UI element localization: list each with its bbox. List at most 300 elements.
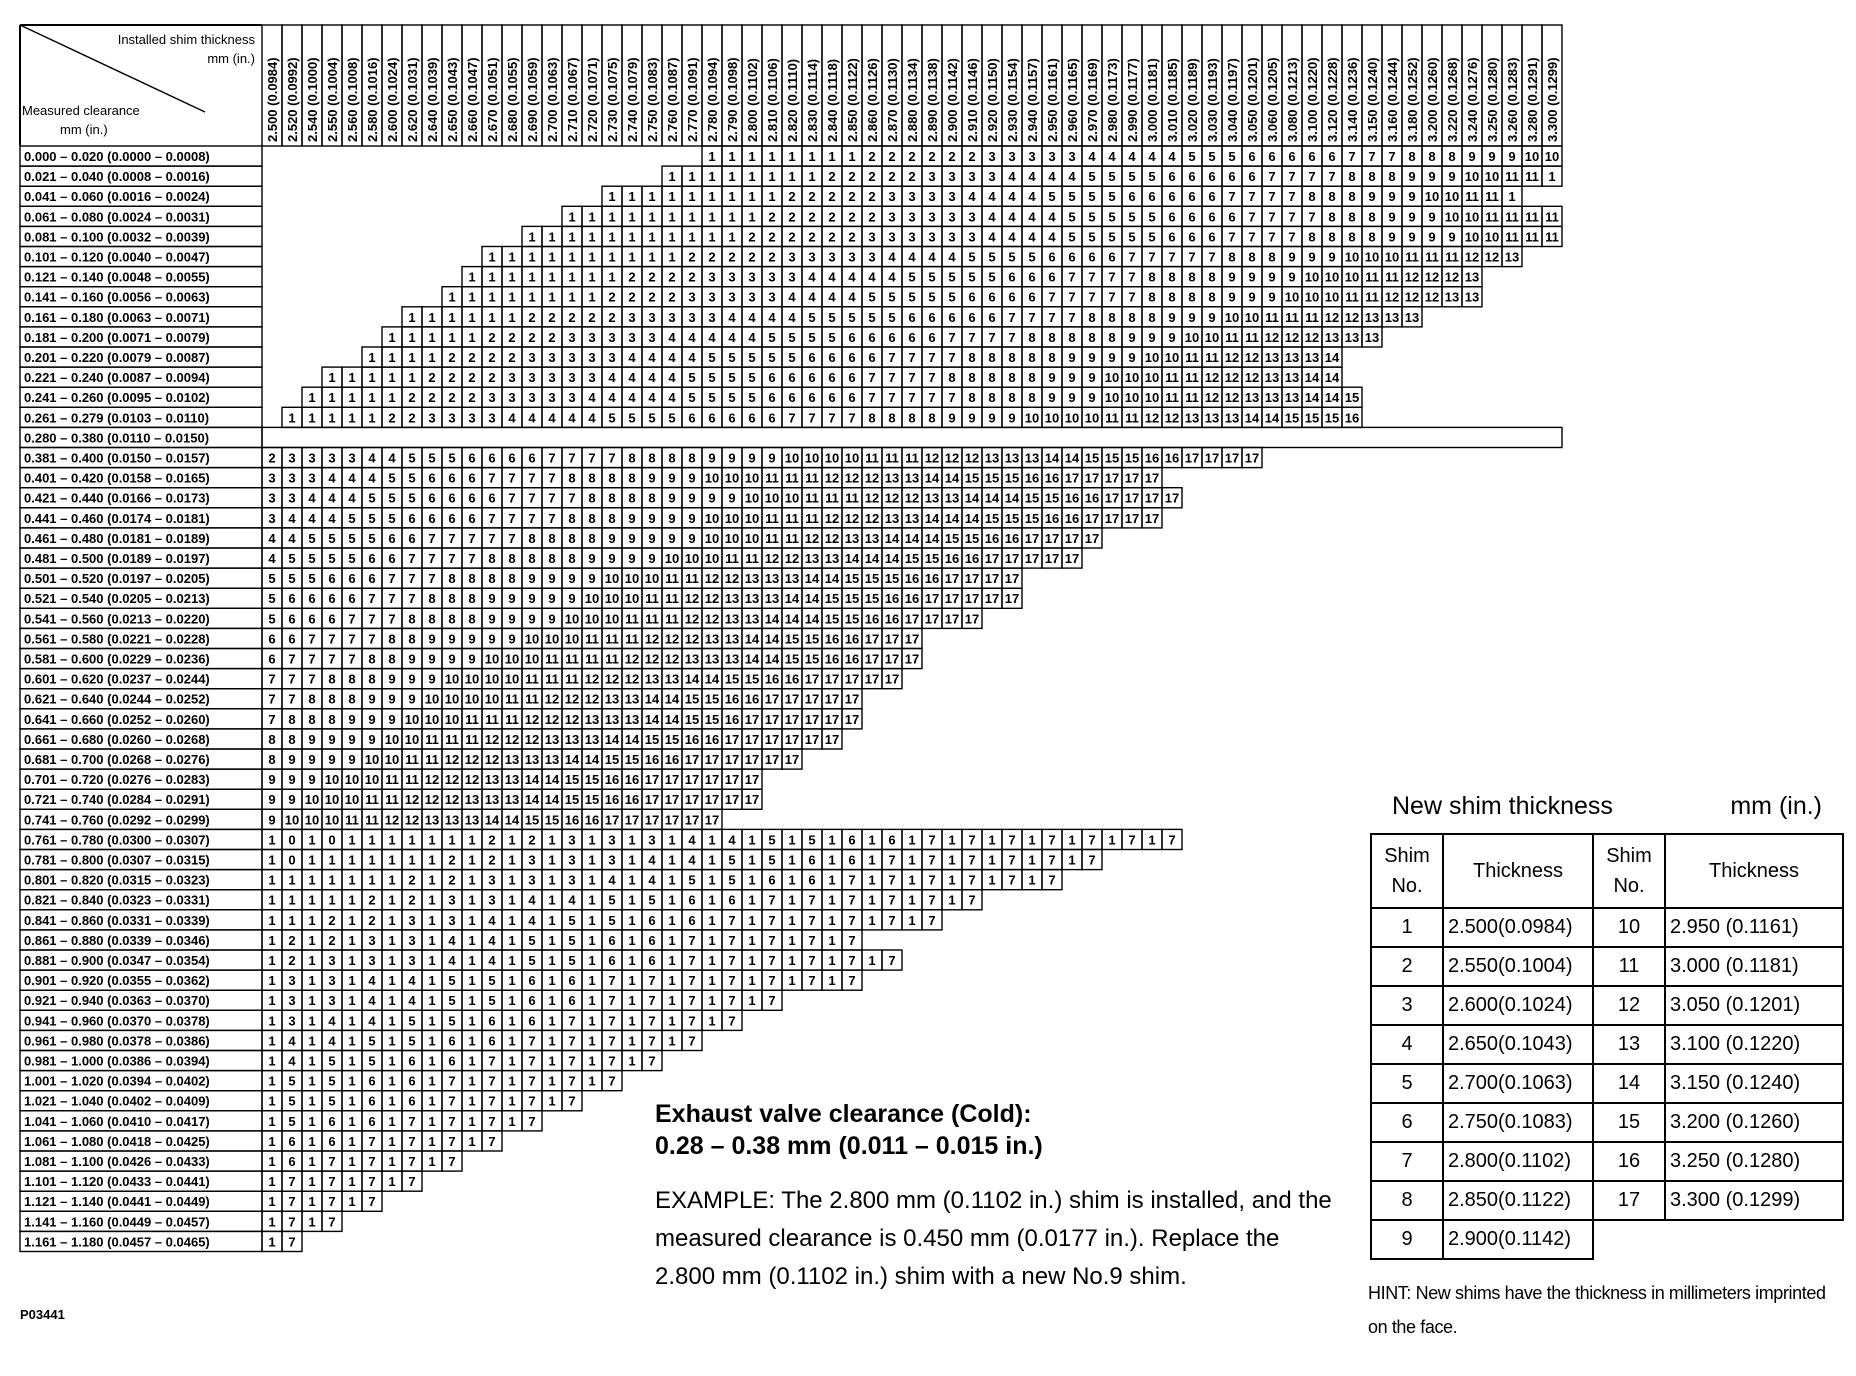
shim-number: 3 <box>568 832 576 848</box>
shim-number: 11 <box>625 631 639 647</box>
shim-number: 7 <box>508 510 516 526</box>
shim-number: 1 <box>468 1093 476 1109</box>
column-header: 2.600 (0.1024) <box>385 57 400 142</box>
shim-number: 1 <box>428 852 436 868</box>
shim-number: 6 <box>808 852 816 868</box>
shim-number: 8 <box>988 390 996 406</box>
shim-number: 1 <box>508 1093 516 1109</box>
shim-number: 13 <box>764 591 780 607</box>
shim-number: 1 <box>368 832 376 848</box>
shim-number-cell: 6 <box>1371 1103 1443 1142</box>
shim-number: 10 <box>704 551 720 566</box>
shim-number: 1 <box>708 932 716 948</box>
shim-number: 15 <box>864 571 880 587</box>
shim-number: 1 <box>668 912 676 928</box>
shim-number: 8 <box>628 450 636 466</box>
shim-number: 1 <box>668 1013 676 1029</box>
shim-number: 17 <box>984 591 1000 607</box>
shim-number: 8 <box>468 591 476 607</box>
shim-number: 10 <box>1224 309 1240 325</box>
shim-number: 15 <box>1104 450 1120 466</box>
shim-number: 7 <box>368 611 376 627</box>
shim-number: 12 <box>504 731 520 747</box>
shim-number: 12 <box>444 752 460 767</box>
shim-number: 5 <box>868 289 876 305</box>
shim-number: 10 <box>1104 370 1120 386</box>
shim-number: 1 <box>468 1053 476 1069</box>
shim-number: 4 <box>628 390 636 406</box>
shim-number: 3 <box>748 289 756 305</box>
shim-number: 10 <box>1144 350 1160 365</box>
shim-number: 7 <box>1088 832 1096 848</box>
shim-number: 5 <box>1108 209 1116 225</box>
row-label: 0.601 – 0.620 (0.0237 – 0.0244) <box>24 671 210 687</box>
shim-number: 4 <box>988 229 996 245</box>
shim-number: 7 <box>648 1013 656 1029</box>
shim-number: 4 <box>728 329 736 345</box>
shim-number: 1 <box>708 912 716 928</box>
shim-number: 8 <box>348 671 356 687</box>
shim-number: 6 <box>368 571 376 587</box>
shim-number: 12 <box>544 711 560 727</box>
shim-number: 3 <box>548 370 556 386</box>
shim-number: 9 <box>548 611 556 627</box>
shim-number: 2 <box>828 229 836 245</box>
shim-number: 11 <box>1165 390 1179 406</box>
shim-number: 1 <box>468 1033 476 1049</box>
shim-number: 0 <box>328 832 336 848</box>
shim-number: 8 <box>1268 249 1276 265</box>
shim-number: 6 <box>1228 169 1236 185</box>
shim-number: 4 <box>828 269 836 285</box>
column-header: 2.800 (0.1102) <box>745 58 760 142</box>
shim-number: 7 <box>548 470 556 486</box>
shim-number: 9 <box>268 792 276 808</box>
shim-number: 8 <box>428 611 436 627</box>
shim-number: 17 <box>1144 510 1160 526</box>
shim-number: 15 <box>644 731 660 747</box>
shim-number: 6 <box>1248 149 1256 164</box>
shim-number: 1 <box>908 872 916 888</box>
shim-number: 6 <box>1068 249 1076 265</box>
shim-number: 9 <box>388 691 396 707</box>
shim-number: 13 <box>644 671 660 687</box>
shim-number: 1 <box>668 872 676 888</box>
shim-number: 7 <box>888 953 896 968</box>
shim-number: 3 <box>368 932 376 948</box>
shim-number: 2 <box>448 350 456 365</box>
shim-number: 13 <box>744 591 760 607</box>
shim-number: 3 <box>308 470 316 486</box>
shim-number: 7 <box>388 611 396 627</box>
shim-number: 7 <box>288 1174 296 1190</box>
shim-number: 10 <box>744 490 760 506</box>
shim-number: 15 <box>564 772 580 788</box>
shim-number: 10 <box>1464 169 1480 185</box>
shim-number: 7 <box>1048 872 1056 888</box>
shim-number: 11 <box>1185 390 1199 406</box>
shim-number: 1 <box>268 852 276 868</box>
shim-number: 1 <box>488 269 496 285</box>
shim-number: 9 <box>1408 209 1416 225</box>
shim-number: 4 <box>668 390 676 406</box>
shim-number: 9 <box>568 591 576 607</box>
shim-number: 1 <box>548 832 556 848</box>
shim-number: 1 <box>428 932 436 948</box>
shim-number: 4 <box>1068 169 1076 185</box>
shim-number: 1 <box>608 269 616 285</box>
shim-number: 1 <box>268 912 276 928</box>
shim-number: 3 <box>488 410 496 426</box>
shim-number: 1 <box>548 1053 556 1069</box>
shim-number: 8 <box>1108 309 1116 325</box>
shim-number: 14 <box>764 651 780 667</box>
shim-number: 5 <box>868 309 876 325</box>
shim-number: 7 <box>1148 249 1156 265</box>
shim-number: 5 <box>908 289 916 305</box>
shim-number: 1 <box>308 1113 316 1129</box>
shim-number: 7 <box>408 1154 416 1169</box>
new-shim-table <box>1370 833 1844 1260</box>
shim-number: 7 <box>288 1234 296 1250</box>
shim-number: 16 <box>1064 490 1080 506</box>
shim-number: 5 <box>488 993 496 1009</box>
shim-number: 17 <box>824 691 840 707</box>
shim-number: 11 <box>385 792 399 808</box>
shim-number: 9 <box>268 772 276 788</box>
shim-number: 11 <box>1165 370 1179 386</box>
shim-number: 16 <box>684 731 700 747</box>
shim-number: 3 <box>568 329 576 345</box>
shim-number: 4 <box>568 410 576 426</box>
shim-number: 1 <box>768 189 776 205</box>
shim-number: 9 <box>548 571 556 587</box>
shim-number: 5 <box>428 450 436 466</box>
shim-number: 1 <box>348 1174 356 1190</box>
shim-number: 3 <box>288 1013 296 1029</box>
shim-number: 7 <box>468 530 476 546</box>
shim-number: 1 <box>508 912 516 928</box>
shim-number: 8 <box>1168 289 1176 305</box>
shim-number: 9 <box>1368 189 1376 205</box>
shim-number: 9 <box>968 410 976 426</box>
shim-number: 1 <box>348 1133 356 1149</box>
shim-number: 1 <box>748 912 756 928</box>
shim-number: 1 <box>708 209 716 225</box>
shim-number: 2 <box>488 832 496 848</box>
shim-number: 4 <box>868 269 876 285</box>
shim-number: 2 <box>848 169 856 185</box>
shim-number: 6 <box>608 932 616 948</box>
shim-number: 4 <box>928 249 936 265</box>
column-header: 2.620 (0.1031) <box>405 57 420 142</box>
shim-number: 1 <box>648 209 656 225</box>
shim-number: 9 <box>328 731 336 747</box>
shim-number: 6 <box>488 1013 496 1029</box>
shim-number: 4 <box>1128 149 1136 164</box>
shim-number: 7 <box>848 912 856 928</box>
shim-number: 14 <box>804 571 820 587</box>
shim-number: 8 <box>1148 269 1156 285</box>
shim-number: 15 <box>804 631 820 647</box>
shim-number: 4 <box>688 852 696 868</box>
shim-number: 7 <box>808 973 816 989</box>
shim-number: 16 <box>644 752 660 767</box>
shim-number: 11 <box>365 792 379 808</box>
shim-number: 1 <box>388 953 396 968</box>
shim-number: 4 <box>328 1013 336 1029</box>
shim-number: 7 <box>1008 852 1016 868</box>
shim-number: 16 <box>1144 450 1160 466</box>
shim-number: 1 <box>628 993 636 1009</box>
shim-number: 17 <box>1084 470 1100 486</box>
shim-number: 13 <box>1444 289 1460 305</box>
shim-number: 15 <box>1024 510 1040 526</box>
shim-number: 1 <box>268 892 276 908</box>
row-label: 0.561 – 0.580 (0.0221 – 0.0228) <box>24 631 210 647</box>
shim-number: 2 <box>468 390 476 406</box>
shim-number: 8 <box>448 611 456 627</box>
shim-number: 10 <box>344 792 360 808</box>
shim-number: 3 <box>528 872 536 888</box>
shim-number: 3 <box>328 953 336 968</box>
shim-number: 1 <box>508 852 516 868</box>
shim-number: 4 <box>688 329 696 345</box>
shim-number: 10 <box>444 671 460 687</box>
shim-number: 1 <box>308 1053 316 1069</box>
shim-number: 5 <box>448 993 456 1009</box>
shim-number: 1 <box>328 370 336 386</box>
shim-number: 17 <box>784 691 800 707</box>
shim-number: 8 <box>608 490 616 506</box>
shim-number: 8 <box>1388 169 1396 185</box>
shim-number: 2 <box>808 189 816 205</box>
shim-number: 3 <box>408 912 416 928</box>
shim-number: 4 <box>948 249 956 265</box>
shim-table-row <box>1371 1025 1843 1064</box>
shim-number: 6 <box>1028 269 1036 285</box>
shim-table-row <box>1371 1220 1843 1259</box>
shim-number: 5 <box>608 892 616 908</box>
shim-number: 7 <box>308 671 316 687</box>
shim-number: 10 <box>324 812 340 828</box>
shim-number: 7 <box>1208 249 1216 265</box>
shim-number: 4 <box>268 551 276 566</box>
shim-number: 5 <box>348 510 356 526</box>
figure-id: P03441 <box>20 1307 65 1322</box>
shim-number: 16 <box>1044 470 1060 486</box>
shim-number: 5 <box>648 892 656 908</box>
shim-number: 5 <box>1108 189 1116 205</box>
shim-number: 11 <box>665 571 679 587</box>
shim-number: 3 <box>548 390 556 406</box>
shim-number: 14 <box>1064 450 1080 466</box>
shim-number: 5 <box>328 1093 336 1109</box>
shim-number: 1 <box>748 852 756 868</box>
shim-number: 12 <box>904 490 920 506</box>
shim-number: 3 <box>488 892 496 908</box>
shim-number: 1 <box>768 149 776 164</box>
shim-number: 9 <box>1008 410 1016 426</box>
shim-number: 17 <box>684 792 700 808</box>
shim-number: 12 <box>824 530 840 546</box>
shim-number: 5 <box>788 350 796 365</box>
shim-number: 12 <box>1204 370 1220 386</box>
shim-number: 6 <box>288 1133 296 1149</box>
shim-number: 13 <box>984 450 1000 466</box>
shim-number: 1 <box>448 329 456 345</box>
shim-number: 1 <box>408 832 416 848</box>
column-header: 2.830 (0.1114) <box>805 58 820 142</box>
shim-number: 5 <box>288 551 296 566</box>
shim-number: 10 <box>444 691 460 707</box>
shim-number: 13 <box>1184 410 1200 426</box>
shim-number: 1 <box>1068 852 1076 868</box>
shim-number: 10 <box>1464 209 1480 225</box>
shim-number: 7 <box>328 651 336 667</box>
shim-number: 5 <box>748 350 756 365</box>
shim-table-row <box>1371 947 1843 986</box>
shim-table-header <box>1371 834 1843 908</box>
shim-number: 1 <box>948 892 956 908</box>
shim-number: 9 <box>748 450 756 466</box>
shim-number: 7 <box>808 410 816 426</box>
shim-number: 3 <box>508 390 516 406</box>
shim-number: 3 <box>548 350 556 365</box>
shim-number: 8 <box>968 370 976 386</box>
shim-number: 1 <box>988 832 996 848</box>
shim-number: 4 <box>1008 169 1016 185</box>
shim-number: 5 <box>768 329 776 345</box>
shim-number: 7 <box>848 410 856 426</box>
shim-number: 3 <box>288 973 296 989</box>
shim-number: 1 <box>328 872 336 888</box>
shim-number: 6 <box>848 832 856 848</box>
shim-number: 5 <box>288 571 296 587</box>
shim-number: 12 <box>464 752 480 767</box>
shim-number: 13 <box>724 631 740 647</box>
shim-number: 1 <box>388 1113 396 1129</box>
shim-number: 7 <box>728 932 736 948</box>
shim-number: 1 <box>548 1013 556 1029</box>
shim-number: 11 <box>345 812 359 828</box>
shim-number: 1 <box>308 1214 316 1230</box>
shim-number: 10 <box>1464 229 1480 245</box>
shim-number: 9 <box>708 450 716 466</box>
shim-number: 1 <box>588 993 596 1009</box>
shim-number: 8 <box>628 490 636 506</box>
shim-number: 4 <box>1168 149 1176 164</box>
shim-number: 2 <box>808 229 816 245</box>
shim-number: 7 <box>1368 149 1376 164</box>
shim-number: 10 <box>584 591 600 607</box>
shim-number: 5 <box>988 269 996 285</box>
shim-number: 8 <box>1088 329 1096 345</box>
exhaust-clearance-range: 0.28 – 0.38 mm (0.011 – 0.015 in.) <box>655 1132 1043 1160</box>
shim-number: 17 <box>1104 510 1120 526</box>
shim-number: 8 <box>588 510 596 526</box>
shim-number: 6 <box>528 450 536 466</box>
shim-number: 4 <box>688 832 696 848</box>
shim-number: 1 <box>468 993 476 1009</box>
shim-number: 6 <box>608 953 616 968</box>
shim-number: 16 <box>864 611 880 627</box>
shim-number: 15 <box>684 691 700 707</box>
column-header: 2.540 (0.1000) <box>305 57 320 142</box>
shim-number: 5 <box>1088 189 1096 205</box>
shim-number: 3 <box>668 309 676 325</box>
shim-number: 12 <box>1484 249 1500 265</box>
shim-number: 15 <box>524 812 540 828</box>
shim-number: 9 <box>408 671 416 687</box>
shim-number: 12 <box>864 510 880 526</box>
shim-number: 12 <box>424 792 440 808</box>
shim-number: 17 <box>764 711 780 727</box>
shim-number: 11 <box>465 731 479 747</box>
shim-number: 8 <box>568 510 576 526</box>
shim-number: 14 <box>904 530 920 546</box>
shim-thickness-cell: 3.150 (0.1240) <box>1665 1064 1843 1103</box>
shim-number: 8 <box>1088 309 1096 325</box>
row-label: 0.161 – 0.180 (0.0063 – 0.0071) <box>24 309 210 325</box>
shim-number: 2 <box>868 169 876 185</box>
shim-number: 1 <box>308 852 316 868</box>
shim-number: 9 <box>1408 189 1416 205</box>
shim-number: 7 <box>408 1133 416 1149</box>
shim-number: 4 <box>988 209 996 225</box>
shim-number: 16 <box>764 671 780 687</box>
shim-number: 7 <box>608 1073 616 1089</box>
shim-number: 8 <box>688 450 696 466</box>
shim-number: 8 <box>1208 289 1216 305</box>
shim-number: 10 <box>764 490 780 506</box>
shim-number: 5 <box>568 912 576 928</box>
shim-number: 1 <box>548 932 556 948</box>
column-header: 2.780 (0.1094) <box>705 57 720 142</box>
shim-number: 6 <box>868 350 876 365</box>
shim-number: 1 <box>468 1133 476 1149</box>
shim-number: 10 <box>624 571 640 587</box>
shim-number: 12 <box>384 812 400 828</box>
shim-number: 8 <box>1308 229 1316 245</box>
shim-number: 11 <box>1105 410 1119 426</box>
shim-number: 4 <box>368 1013 376 1029</box>
row-label: 1.021 – 1.040 (0.0402 – 0.0409) <box>24 1093 210 1109</box>
shim-number: 3 <box>348 450 356 466</box>
shim-number: 14 <box>1004 490 1020 506</box>
shim-number: 1 <box>908 852 916 868</box>
shim-number: 7 <box>448 1073 456 1089</box>
shim-number: 13 <box>1284 350 1300 365</box>
shim-number: 3 <box>648 309 656 325</box>
shim-number: 16 <box>704 731 720 747</box>
shim-number: 3 <box>368 953 376 968</box>
shim-number: 11 <box>1185 350 1199 365</box>
shim-number: 6 <box>328 571 336 587</box>
shim-number: 1 <box>428 1093 436 1109</box>
shim-number: 13 <box>544 752 560 767</box>
shim-number: 6 <box>928 309 936 325</box>
shim-number: 10 <box>1364 249 1380 265</box>
shim-number: 15 <box>984 470 1000 486</box>
shim-number: 10 <box>364 752 380 767</box>
shim-number: 1 <box>788 872 796 888</box>
shim-number: 17 <box>804 671 820 687</box>
shim-number: 1 <box>468 953 476 968</box>
shim-number: 17 <box>724 752 740 767</box>
shim-number: 17 <box>1124 470 1140 486</box>
shim-number: 7 <box>528 490 536 506</box>
